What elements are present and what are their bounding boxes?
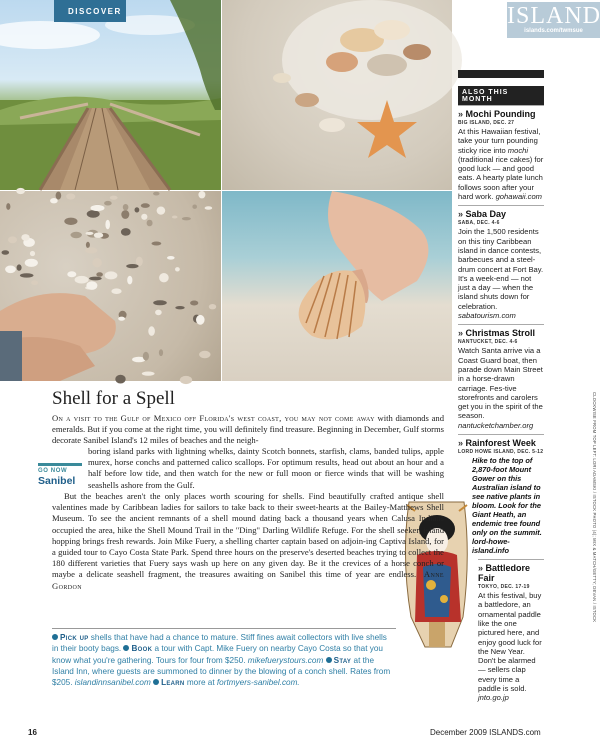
bullet-icon	[326, 657, 332, 663]
bullet-icon	[123, 645, 129, 651]
event-text: Watch Santa arrive via a Coast Guard boat, then parade down Main Street in a horse-drawn carriage. Fes-tive storefronts and carolers get you in the spirit of the season. nantucketchamber.org	[458, 346, 543, 430]
shell-pebble	[31, 280, 38, 285]
shell-pebble	[92, 258, 101, 267]
boardwalk-illustration	[0, 0, 221, 190]
tip-website-link[interactable]: fortmyers-sanibel.com.	[216, 678, 300, 688]
event-website-link[interactable]: jnto.go.jp	[478, 693, 509, 703]
article-title: Shell for a Spell	[52, 388, 175, 409]
shell-pebble	[21, 234, 29, 241]
shell-pebble	[157, 207, 166, 215]
shell-pebble	[89, 277, 102, 281]
shell-pebble	[152, 242, 162, 246]
sidebar-heading: ALSO THIS MONTH	[458, 86, 544, 105]
shell-pebble	[175, 267, 180, 271]
shell-pebble	[147, 220, 153, 227]
shell-pebble	[105, 220, 110, 230]
sidebar-top-bar	[458, 70, 544, 78]
shell-pebble	[148, 326, 155, 336]
feet-on-shell-beach-photo	[0, 191, 221, 381]
shell-pebble	[209, 304, 216, 309]
shell-pebble	[143, 352, 149, 361]
article-paragraph-1: boring island parks with lightning whelks, dainty Scotch bonnets, starfish, clams, banded tulips, apple murex, horse conchs and patterned calico scallops. For optimum results, head out about an hour and a half before low tide, and then watch for the new or full moon or fierce winds that will be washing seashells ashore from the Gulf.	[88, 446, 444, 490]
shell-pebble	[198, 191, 205, 198]
chevron-right-icon: »	[458, 109, 466, 119]
shell-pebble	[127, 276, 132, 285]
shell-pebble	[153, 192, 159, 196]
go-now-bar	[38, 463, 82, 466]
event-saba-day	[458, 205, 544, 324]
article-deck: On a visit to the Gulf of Mexico off Florida's west coast, you may not come away with diamonds and emeralds. But if you come at the right time, you will definitely find treasure. Beginning in December, Gulf storms decorate Sanibel Island's 12 miles of beaches and the neigh-	[52, 413, 445, 446]
logo-url: islands.com/twmsue	[524, 28, 583, 34]
shell-pebble	[115, 375, 125, 384]
shell-pebble	[190, 301, 198, 306]
shell-pebble	[172, 216, 178, 219]
chevron-right-icon: »	[458, 438, 466, 449]
hand-shell-illustration	[222, 191, 452, 381]
article-byline: Anne Gordon	[52, 569, 444, 591]
shells-illustration	[222, 0, 452, 190]
shell-pebble	[104, 201, 112, 206]
shell-pebble	[141, 214, 147, 220]
shell-pebble	[118, 317, 125, 321]
page-number: 16	[28, 728, 37, 737]
event-website-link[interactable]: nantucketchamber.org	[458, 420, 534, 430]
event-title: » Saba Day	[458, 209, 507, 220]
hand-holding-shell-photo	[222, 191, 452, 381]
tip-website-link[interactable]: islandinnsanibel.com	[74, 678, 151, 688]
shell-pebble	[71, 232, 82, 238]
event-christmas-stroll	[458, 324, 544, 434]
chevron-right-icon: »	[458, 328, 466, 339]
shell-pebble	[159, 349, 163, 356]
shell-pebble	[67, 271, 76, 277]
shell-pebble	[5, 266, 16, 274]
shell-pebble	[86, 242, 90, 248]
event-text: Join the 1,500 residents on this tiny Caribbean island in dance contests, barbecues and a steel-drum concert at Fort Bay. It's a week-end — not just a day — when the island shuts down for celebration. sabatourism.com	[458, 227, 544, 321]
travel-tips: Pick up shells that have had a chance to mature. Stiff fines await collectors with live shells in their booty bags. Book a tour with Capt. Mike Fuery on nearby Cayo Costa so that you know what you're gathering. Tours for four from $250. mikefuerystours.com Stay at the Island Inn, where guests are summoned to dinner by the blowing of a conch shell. Rates from $205. islandinnsanibel.com Learn more at fortmyers-sanibel.com.	[52, 633, 391, 688]
event-mochi-pounding	[458, 105, 544, 205]
event-battledore-fair	[478, 559, 544, 707]
shell-pebble	[6, 203, 10, 210]
shell-pebble	[64, 218, 77, 225]
shell-pebble	[199, 351, 210, 358]
event-place: TOKYO, DEC. 17-19	[478, 584, 530, 591]
event-website-link[interactable]: gohawaii.com	[495, 192, 542, 202]
shell-pebble	[121, 228, 131, 236]
go-now-label: GO NOW	[38, 468, 68, 474]
shell-pebble	[86, 281, 97, 290]
islands-logo[interactable]	[507, 2, 615, 38]
shell-pebble	[121, 210, 129, 219]
event-title: » Battledore Fair	[478, 563, 531, 584]
shell-pebble	[126, 264, 138, 268]
event-place: BIG ISLAND, DEC. 27	[458, 120, 515, 126]
bullet-icon	[52, 634, 58, 640]
shell-pebble	[111, 288, 121, 294]
event-text: At this Hawaiian festival, take your turn pounding sticky rice into mochi (traditional rice cakes) for good luck — and good eats. A hearty plate lunch follows soon after your hard work. gohawaii.com	[458, 127, 544, 202]
photo-credit: CLOCKWISE FROM TOP LEFT: LORI ADAMSKI / ISTOCK PHOTO (4); MIX & MATCH/GETTY; DEVAN / ISTOCK	[592, 392, 597, 623]
section-tag: DISCOVER	[54, 0, 126, 22]
shell-pebble	[91, 205, 105, 211]
event-place: SABA, DEC. 4-6	[458, 220, 500, 227]
shell-pebble	[205, 206, 213, 210]
shell-pebble	[135, 207, 140, 212]
shell-pebble	[105, 271, 118, 279]
event-place: LORD HOWE ISLAND, DEC. 5-12	[458, 449, 544, 456]
boardwalk-photo	[0, 0, 221, 190]
shell-pebble	[96, 272, 103, 277]
shell-pebble	[123, 204, 129, 210]
shell-pebble	[94, 233, 103, 238]
shell-pebble	[196, 315, 205, 325]
shell-pebble	[167, 256, 175, 260]
issue-and-site: December 2009 ISLANDS.com	[430, 728, 541, 737]
chevron-right-icon: »	[478, 563, 486, 574]
go-now-badge	[38, 463, 82, 487]
shell-pebble	[141, 203, 150, 208]
shell-pebble	[25, 259, 38, 267]
logo-wordmark: ISLANDS	[507, 3, 615, 29]
shell-pebble	[159, 273, 169, 282]
event-title: » Rainforest Week	[458, 438, 536, 449]
shell-pebble	[142, 372, 155, 376]
bullet-icon	[153, 679, 159, 685]
shell-pebble	[110, 196, 118, 200]
shells-in-bowl-photo	[222, 0, 452, 190]
article-paragraph-2: But the beaches aren't the only places worth scouring for shells. Find beautifully crafted antique shell valentines made by Caribbean ladies for sailors to take back to their sweet-hearts at the Bailey-Matthews Shell Museum. To see the ancient remnants of a shell mound dating back a thousand years when Calusa Indians occupied the area, hike the Shell Mound Trail in the "Ding" Darling Wildlife Refuge. For the shell seeker, island hopping brings fresh rewards. Join Mike Fuery, a shelling charter captain based on adjoin-ing Captiva Island, for a guided tour to Cayo Costa State Park. Spend three hours on the preserve's deserted beaches trying to collect the 180 different varieties that Fuery says wash up here on any given day. Be it the crevices of a horse conch or maybe a delicate seashell fragment, the treasures awaiting on Sanibel this time of year are endless. Anne Gordon	[52, 491, 444, 591]
shell-pebble	[87, 210, 100, 218]
event-website-link[interactable]: sabatourism.com	[458, 311, 516, 321]
event-caption: Hike to the top of 2,870-foot Mount Gower on this Australian island to see native plants in bloom. Look for the Giant Heath, an endemic tree found only on the summit. lord-howe-island.info	[472, 456, 542, 556]
shell-pebble	[192, 205, 197, 209]
shell-pebble	[85, 247, 97, 253]
chevron-right-icon: »	[458, 209, 466, 220]
shell-pebble	[2, 250, 10, 255]
event-text: At this festival, buy a battledore, an ornamental paddle like the one pictured here, and enjoy good luck for the New Year. Don't be alarmed — sellers clap every time a paddle is sold. jnto.go.jp	[478, 591, 542, 703]
shell-pebble	[175, 306, 184, 309]
shell-beach-illustration	[0, 191, 221, 381]
shell-pebble	[86, 232, 94, 235]
event-title: » Mochi Pounding	[458, 109, 536, 119]
event-title: » Christmas Stroll	[458, 328, 536, 339]
tip-website-link[interactable]: mikefuerystours.com	[247, 655, 324, 665]
shell-pebble	[56, 192, 62, 200]
shell-pebble	[75, 276, 89, 284]
shell-pebble	[155, 310, 162, 316]
shell-pebble	[16, 188, 25, 194]
tips-divider	[52, 628, 396, 629]
shell-pebble	[8, 236, 17, 243]
shell-pebble	[17, 264, 22, 270]
event-website-link[interactable]: lord-howe-island.info	[472, 537, 510, 556]
shell-pebble	[153, 300, 167, 305]
shell-pebble	[180, 376, 192, 384]
shell-pebble	[182, 217, 191, 220]
shell-pebble	[30, 251, 35, 256]
shell-pebble	[20, 273, 34, 277]
shell-pebble	[66, 193, 75, 199]
go-now-place: Sanibel	[38, 475, 76, 487]
shell-pebble	[50, 198, 58, 203]
event-place: NANTUCKET, DEC. 4-6	[458, 339, 518, 346]
